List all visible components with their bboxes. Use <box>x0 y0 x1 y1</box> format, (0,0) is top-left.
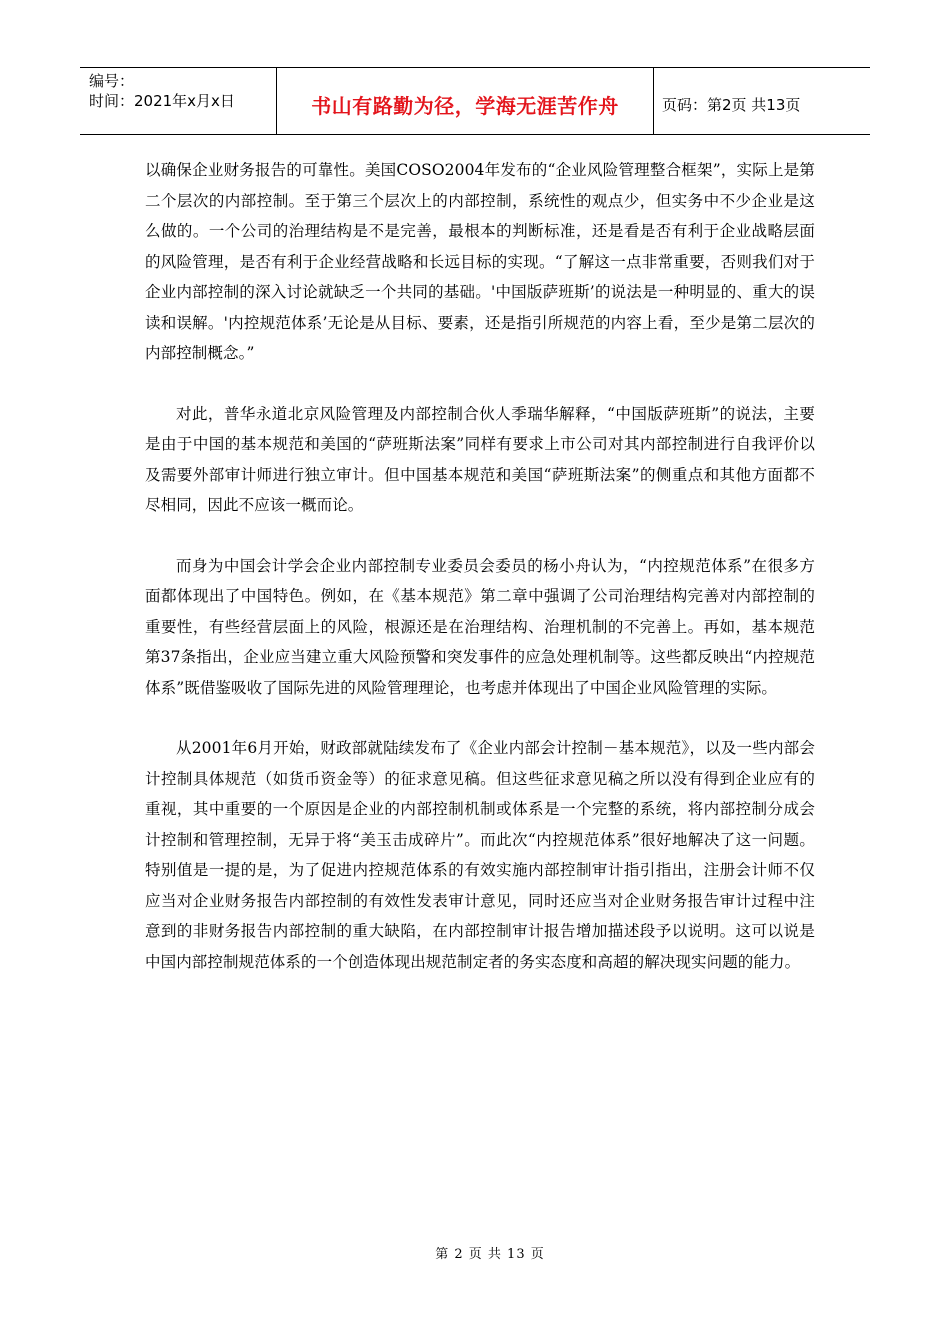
header-motto-cell <box>277 68 654 134</box>
header-meta <box>80 68 277 134</box>
header-page-cell <box>654 68 870 134</box>
header-motto: 书山有路勤为径，学海无涯苦作舟 <box>311 93 619 118</box>
page-footer: 第 2 页 共 13 页 <box>435 1247 545 1262</box>
paragraph-1: 以确保企业财务报告的可靠性。美国COSO2004年发布的“企业风险管理整合框架”，实际上是第二个层次的内部控制。至于第三个层次上的内部控制，系统性的观点少，但实务中不少企业是这么做的。一个公司的治理结构是不是完善，最根本的判断标准，还是看是否有利于企业战略层面的风险管理，是否有利于企业经营战略和长远目标的实现。“了解这一点非常重要，否则我们对于企业内部控制的深入讨论就缺乏一个共同的基础。'中国版萨班斯’的说法是一种明显的、重大的误读和误解。'内控规范体系’无论是从目标、要素，还是指引所规范的内容上看，至少是第二层次的内部控制概念。” <box>145 161 815 362</box>
header-page-number: 页码：第2页 共13页 <box>662 95 801 114</box>
doc-number-label: 编号： <box>89 72 135 90</box>
document-body <box>145 155 815 977</box>
paragraph-4: 从2001年6月开始，财政部就陆续发布了《企业内部会计控制－基本规范》，以及一些内部会计控制具体规范（如货币资金等）的征求意见稿。但这些征求意见稿之所以没有得到企业应有的重视，其中重要的一个原因是企业的内部控制机制或体系是一个完整的系统，将内部控制分成会计控制和管理控制，无异于将“美玉击成碎片”。而此次“内控规范体系”很好地解决了这一问题。特别值是一提的是，为了促进内控规范体系的有效实施内部控制审计指引指出，注册会计师不仅应当对企业财务报告内部控制的有效性发表审计意见，同时还应当对企业财务报告审计过程中注意到的非财务报告内部控制的重大缺陷，在内部控制审计报告增加描述段予以说明。这可以说是中国内部控制规范体系的一个创造体现出规范制定者的务实态度和高超的解决现实问题的能力。 <box>145 739 815 971</box>
paragraph-2: 对此，普华永道北京风险管理及内部控制合伙人季瑞华解释，“中国版萨班斯”的说法，主要是由于中国的基本规范和美国的“萨班斯法案”同样有要求上市公司对其内部控制进行自我评价以及需要外部审计师进行独立审计。但中国基本规范和美国“萨班斯法案”的侧重点和其他方面都不尽相同，因此不应该一概而论。 <box>145 404 815 514</box>
page-header <box>80 67 870 135</box>
paragraph-3: 而身为中国会计学会企业内部控制专业委员会委员的杨小舟认为，“内控规范体系”在很多方面都体现出了中国特色。例如，在《基本规范》第二章中强调了公司治理结构完善对内部控制的重要性，有些经营层面上的风险，根源还是在治理结构、治理机制的不完善上。再如，基本规范第37条指出，企业应当建立重大风险预警和突发事件的应急处理机制等。这些都反映出“内控规范体系”既借鉴吸收了国际先进的风险管理理论，也考虑并体现出了中国企业风险管理的实际。 <box>145 556 815 697</box>
date-label: 时间：2021年x月x日 <box>89 92 235 110</box>
